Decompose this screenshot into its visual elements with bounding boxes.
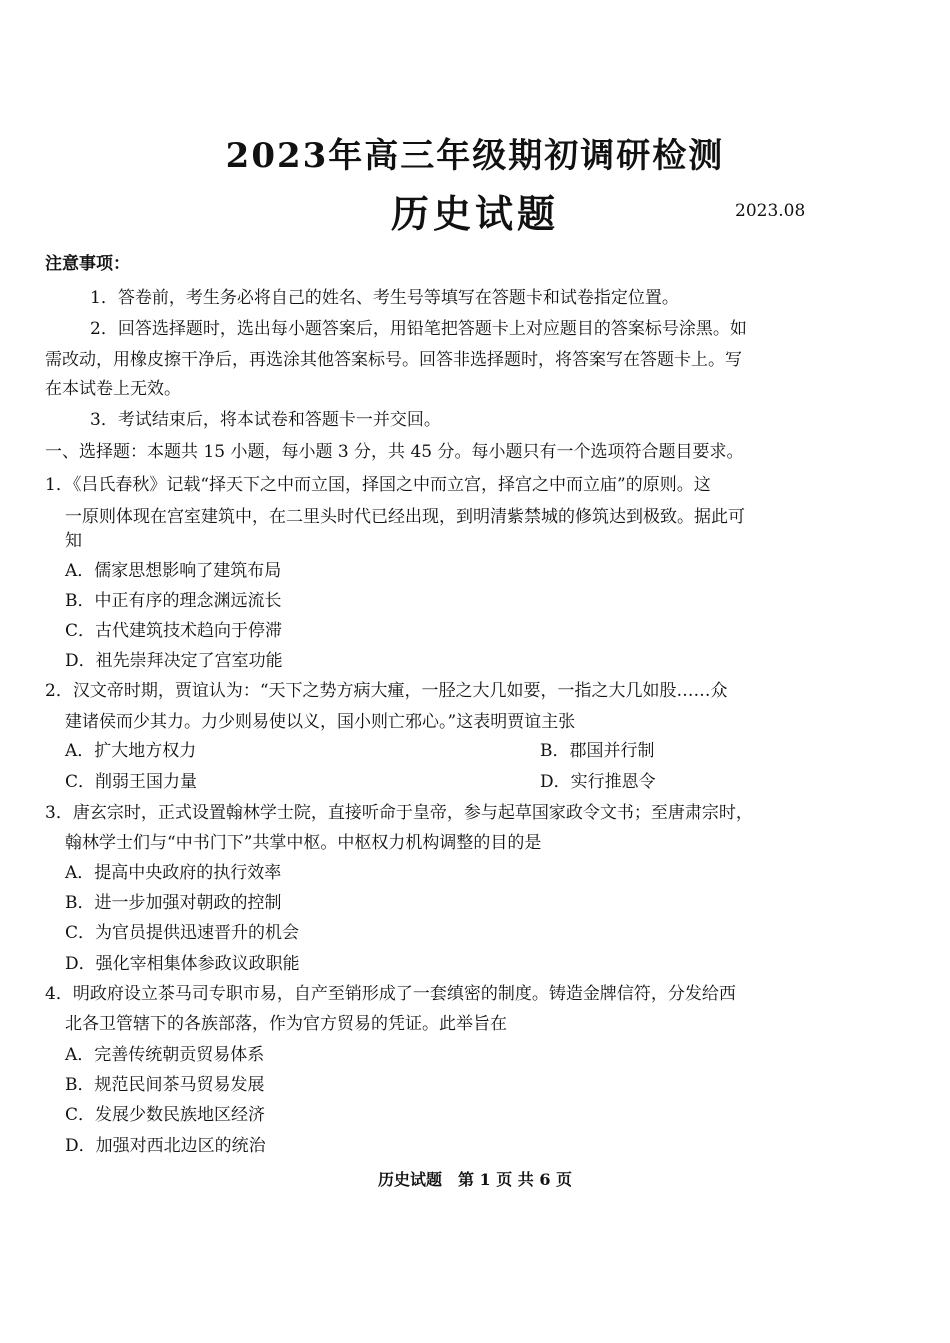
question-2-option-d: D．实行推恩令 <box>540 772 656 792</box>
question-4-stem: 北各卫管辖下的各族部落，作为官方贸易的凭证。此举旨在 <box>65 1014 507 1034</box>
question-3-stem: 翰林学士们与“中书门下”共掌中枢。中枢权力机构调整的目的是 <box>65 833 542 853</box>
notice-item: 在本试卷上无效。 <box>45 379 181 399</box>
exam-subject: 历史试题 <box>390 191 559 236</box>
question-2-stem: 建诸侯而少其力。力少则易使以义，国小则亡邪心。”这表明贾谊主张 <box>65 712 576 732</box>
question-4-option-c: C．发展少数民族地区经济 <box>65 1105 266 1125</box>
question-2-option-c: C．削弱王国力量 <box>65 772 198 792</box>
question-3-stem: 3．唐玄宗时，正式设置翰林学士院，直接听命于皇帝，参与起草国家政令文书；至唐肃宗时， <box>45 803 753 823</box>
notice-heading: 注意事项： <box>45 254 130 274</box>
question-1-stem: 1．《吕氏春秋》记载“择天下之中而立国，择国之中而立宫，择宫之中而立庙”的原则。这 <box>45 475 711 495</box>
exam-date: 2023.08 <box>735 201 806 221</box>
question-1-option-a: A．儒家思想影响了建筑布局 <box>65 561 282 581</box>
question-4-option-a: A．完善传统朝贡贸易体系 <box>65 1045 265 1065</box>
question-2-stem: 2．汉文帝时期，贾谊认为：“天下之势方病大瘇，一胫之大几如要，一指之大几如股……众 <box>45 681 728 701</box>
question-1-stem: 知 <box>65 531 82 551</box>
question-3-option-d: D．强化宰相集体参政议政职能 <box>65 954 300 974</box>
question-4-option-d: D．加强对西北边区的统治 <box>65 1136 266 1156</box>
question-3-option-c: C．为官员提供迅速晋升的机会 <box>65 923 300 943</box>
question-1-option-c: C．古代建筑技术趋向于停滞 <box>65 621 283 641</box>
exam-title: 2023年高三年级期初调研检测 <box>225 136 725 176</box>
question-4-option-b: B．规范民间茶马贸易发展 <box>65 1075 265 1095</box>
question-1-stem: 一原则体现在宫室建筑中，在二里头时代已经出现，到明清紫禁城的修筑达到极致。据此可 <box>65 507 745 527</box>
notice-item: 2．回答选择题时，选出每小题答案后，用铅笔把答题卡上对应题目的答案标号涂黑。如 <box>90 319 747 339</box>
page-footer: 历史试题 第 1 页 共 6 页 <box>377 1170 573 1189</box>
question-2-option-b: B．郡国并行制 <box>540 741 655 761</box>
question-3-option-a: A．提高中央政府的执行效率 <box>65 863 282 883</box>
question-3-option-b: B．进一步加强对朝政的控制 <box>65 893 282 913</box>
notice-item: 需改动，用橡皮擦干净后，再选涂其他答案标号。回答非选择题时，将答案写在答题卡上。写 <box>45 350 742 370</box>
section-heading: 一、选择题：本题共 15 小题，每小题 3 分，共 45 分。每小题只有一个选项符合题目要求。 <box>45 442 744 462</box>
question-1-option-b: B．中正有序的理念渊远流长 <box>65 591 282 611</box>
question-1-option-d: D．祖先崇拜决定了宫室功能 <box>65 651 283 671</box>
notice-item: 3．考试结束后，将本试卷和答题卡一并交回。 <box>90 410 441 430</box>
question-2-option-a: A．扩大地方权力 <box>65 741 197 761</box>
notice-item: 1．答卷前，考生务必将自己的姓名、考生号等填写在答题卡和试卷指定位置。 <box>90 288 679 308</box>
question-4-stem: 4．明政府设立茶马司专职市易，自产至销形成了一套缜密的制度。铸造金牌信符，分发给西 <box>45 984 736 1004</box>
